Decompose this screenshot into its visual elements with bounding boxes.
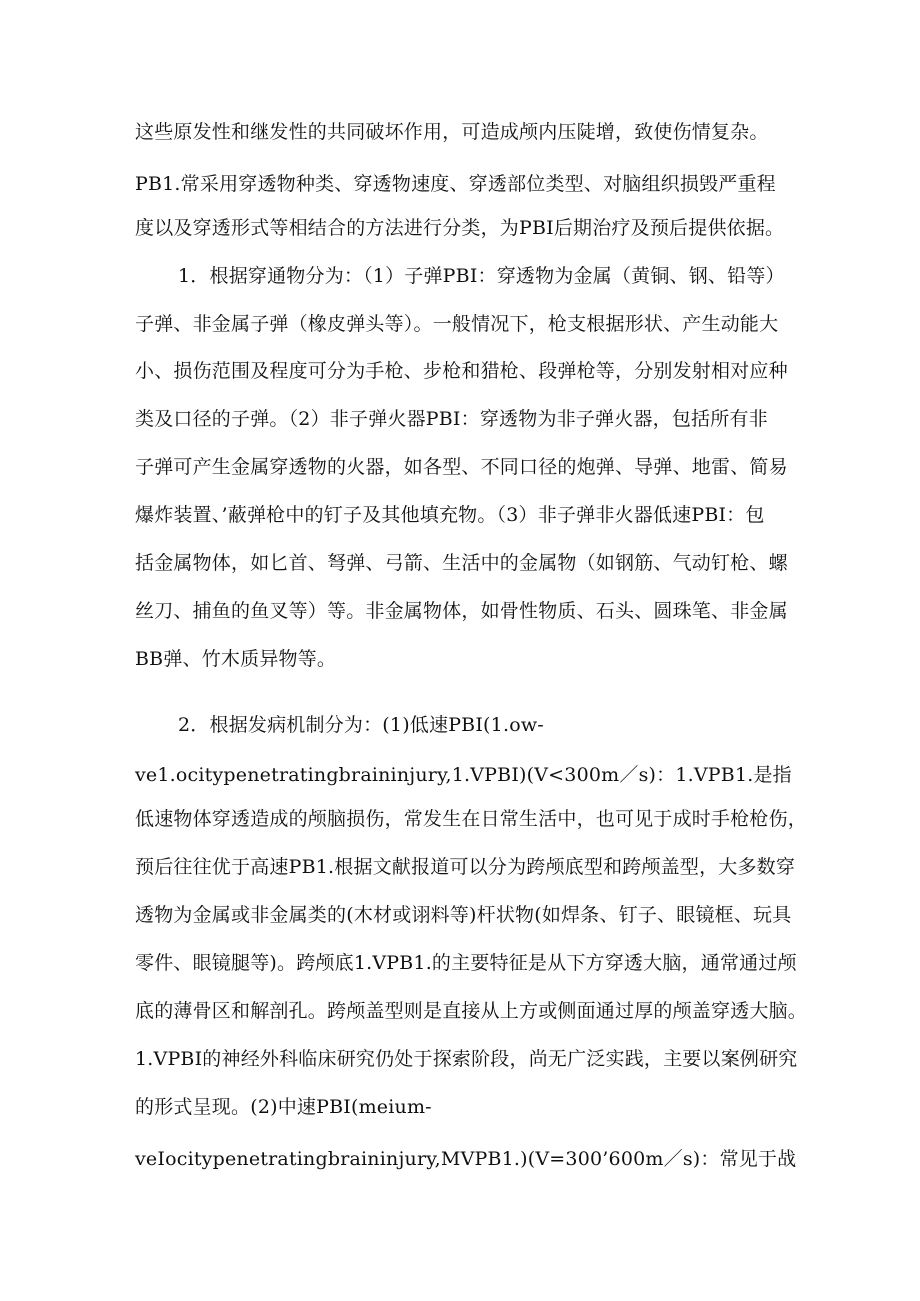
text-line: 2．根据发病机制分为：(1)低速PBI(1.ow- [178, 714, 544, 736]
text-line: 1.VPBI的神经外科临床研究仍处于探索阶段，尚无广泛实践，主要以案例研究 [135, 1048, 798, 1070]
text-line: 底的薄骨区和解剖孔。跨颅盖型则是直接从上方或侧面通过厚的颅盖穿透大脑。 [135, 1000, 808, 1022]
text-line: veIocitypenetratingbraininjury,MVPB1.)(V=300’600m／s)：常见于战 [135, 1148, 797, 1170]
text-line: 1．根据穿通物分为：（1）子弹PBI：穿透物为金属（黄铜、钢、铅等） [178, 265, 785, 287]
text-line: 子弹、非金属子弹（橡皮弹头等）。一般情况下，枪支根据形状、产生动能大 [135, 313, 779, 335]
text-line: 预后往往优于高速PB1.根据文献报道可以分为跨颅底型和跨颅盖型，大多数穿 [135, 856, 796, 878]
text-line: 低速物体穿透造成的颅脑损伤，常发生在日常生活中，也可见于成时手枪枪伤， [135, 808, 808, 830]
text-line: 的形式呈现。(2)中速PBI(meium- [135, 1096, 432, 1118]
text-line: 丝刀、捕鱼的鱼叉等）等。非金属物体，如骨性物质、石头、圆珠笔、非金属 [135, 600, 788, 622]
text-line: 这些原发性和继发性的共同破坏作用，可造成颅内压陡增，致使伤情复杂。 [135, 121, 769, 143]
text-line: BB弹、竹木质异物等。 [135, 648, 337, 670]
text-line: 零件、眼镜腿等)。跨颅底1.VPB1.的主要特征是从下方穿透大脑，通常通过颅 [135, 952, 797, 974]
text-line: 小、损伤范围及程度可分为手枪、步枪和猎枪、段弹枪等，分别发射相对应种 [135, 360, 788, 382]
text-line: 透物为金属或非金属类的(木材或诩料等)杆状物(如焊条、钉子、眼镜框、玩具 [135, 904, 792, 926]
text-line: 类及口径的子弹。（2）非子弹火器PBI：穿透物为非子弹火器，包括所有非 [135, 408, 768, 430]
text-line: 爆炸装置、’蔽弹枪中的钉子及其他填充物。（3）非子弹非火器低速PBI：包 [135, 504, 765, 526]
text-line: PB1.常采用穿透物种类、穿透物速度、穿透部位类型、对脑组织损毁严重程 [135, 173, 776, 195]
text-line: 括金属物体，如匕首、弩弹、弓箭、生活中的金属物（如钢筋、气动钉枪、螺 [135, 552, 788, 574]
text-line: ve1.ocitypenetratingbraininjury,1.VPBI)(V<300m／s)：1.VPB1.是指 [135, 764, 792, 786]
text-line: 度以及穿透形式等相结合的方法进行分类，为PBI后期治疗及预后提供依据。 [135, 217, 785, 239]
text-line: 子弹可产生金属穿透物的火器，如各型、不同口径的炮弹、导弹、地雷、简易 [135, 456, 788, 478]
